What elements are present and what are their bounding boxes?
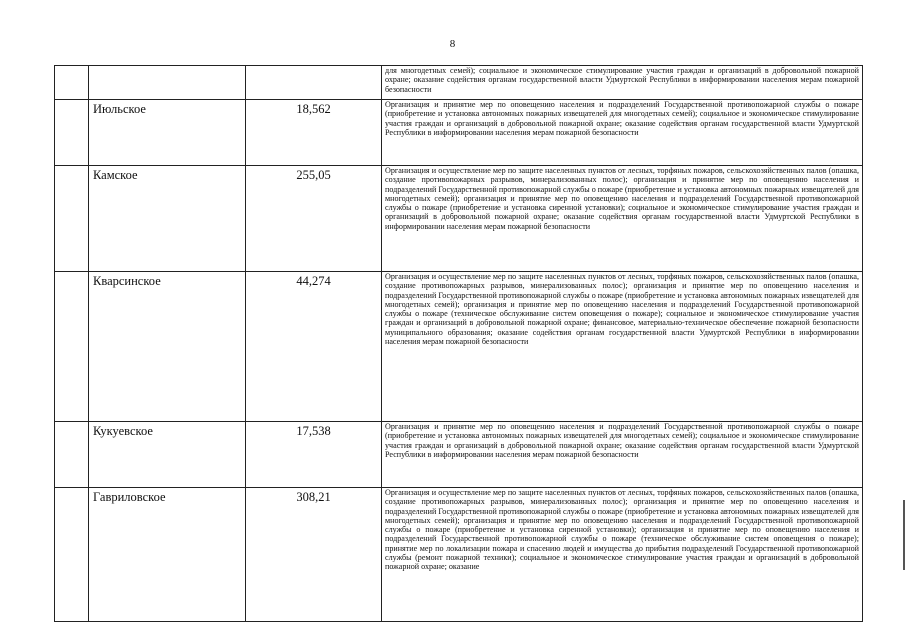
measures-table	[54, 65, 863, 622]
measures-text: Организация и осуществление мер по защите населенных пунктов от лесных, торфяных пожаров, сельскохозяйственных палов (опашка, создание противопожарных разрывов, минерализованных полос); организация и принятие мер по оповещению населения и подразделений Государственной противопожарной службы о пожаре (приобретение и установка автономных пожарных извещателей для многодетных семей); организация и принятие мер по оповещению населения и подразделений Государственной противопожарной службы о пожаре (приобретение и установка сиренной установки); социальное и экономическое стимулирование участия граждан и организаций в добровольной пожарной охране; оказание содействия органам государственной власти Удмуртской Республики в информировании населения мерам пожарной безопасности	[382, 166, 863, 272]
settlement-name: Камское	[89, 166, 246, 272]
settlement-name	[89, 66, 246, 100]
measures-text: Организация и осуществление мер по защите населенных пунктов от лесных, торфяных пожаров, сельскохозяйственных палов (опашка, создание противопожарных разрывов, минерализованных полос); организация и принятие мер по оповещению населения и подразделений Государственной противопожарной службы о пожаре (приобретение и установка автономных пожарных извещателей для многодетных семей); организация и принятие мер по оповещению населения и подразделений Государственной противопожарной службы о пожаре (приобретение и установка сиренной установки); организация и принятие мер по оповещению населения и подразделений Государственной противопожарной службы о пожаре (техническое обслуживание систем оповещения о пожаре); принятие мер по локализации пожара и спасению людей и имущества до прибытия подразделений Государственной противопожарной службы (ремонт пожарной техники); социальное и экономическое стимулирование участия граждан и организаций в добровольной пожарной охране; оказание	[382, 488, 863, 622]
area-value	[246, 66, 382, 100]
table-row	[55, 488, 863, 622]
area-value: 18,562	[246, 100, 382, 166]
row-number-cell	[55, 166, 89, 272]
settlement-name: Кукуевское	[89, 422, 246, 488]
settlement-name: Июльское	[89, 100, 246, 166]
area-value: 255,05	[246, 166, 382, 272]
area-value: 17,538	[246, 422, 382, 488]
table-row	[55, 166, 863, 272]
row-number-cell	[55, 100, 89, 166]
page-number: 8	[449, 38, 456, 50]
measures-text: Организация и принятие мер по оповещению населения и подразделений Государственной противопожарной службы о пожаре (приобретение и установка автономных пожарных извещателей для многодетных семей); социальное и экономическое стимулирование участия граждан и организаций в добровольной пожарной охране; оказание содействия органам государственной власти Удмуртской Республики в информировании населения мерам пожарной безопасности	[382, 100, 863, 166]
row-number-cell	[55, 422, 89, 488]
settlement-name: Гавриловское	[89, 488, 246, 622]
table-row	[55, 422, 863, 488]
settlement-name: Кварсинское	[89, 272, 246, 422]
area-value: 308,21	[246, 488, 382, 622]
measures-text: для многодетных семей); социальное и экономическое стимулирование участия граждан и организаций в добровольной пожарной охране; оказание содействия органам государственной власти Удмуртской Республики в информировании населения мерам пожарной безопасности	[382, 66, 863, 100]
row-number-cell	[55, 66, 89, 100]
row-number-cell	[55, 272, 89, 422]
measures-text: Организация и осуществление мер по защите населенных пунктов от лесных, торфяных пожаров, сельскохозяйственных палов (опашка, создание противопожарных разрывов, минерализованных полос); организация и принятие мер по оповещению населения и подразделений Государственной противопожарной службы о пожаре (приобретение и установка автономных пожарных извещателей для многодетных семей); организация и принятие мер по оповещению населения и подразделений Государственной противопожарной службы о пожаре (техническое обслуживание систем оповещения о пожаре); социальное и экономическое стимулирование участия граждан и организаций в добровольной пожарной охране; финансовое, материально-техническое обеспечение пожарной безопасности муниципального образования; оказание содействия органам государственной власти Удмуртской Республики в информировании населения мерам пожарной безопасности	[382, 272, 863, 422]
area-value: 44,274	[246, 272, 382, 422]
table-row	[55, 100, 863, 166]
table-row	[55, 66, 863, 100]
table-row	[55, 272, 863, 422]
row-number-cell	[55, 488, 89, 622]
measures-text: Организация и принятие мер по оповещению населения и подразделений Государственной противопожарной службы о пожаре (приобретение и установка автономных пожарных извещателей для многодетных семей); социальное и экономическое стимулирование участия граждан и организаций в добровольной пожарной охране; оказание содействия органам государственной власти Удмуртской Республики в информировании населения мерам пожарной безопасности	[382, 422, 863, 488]
